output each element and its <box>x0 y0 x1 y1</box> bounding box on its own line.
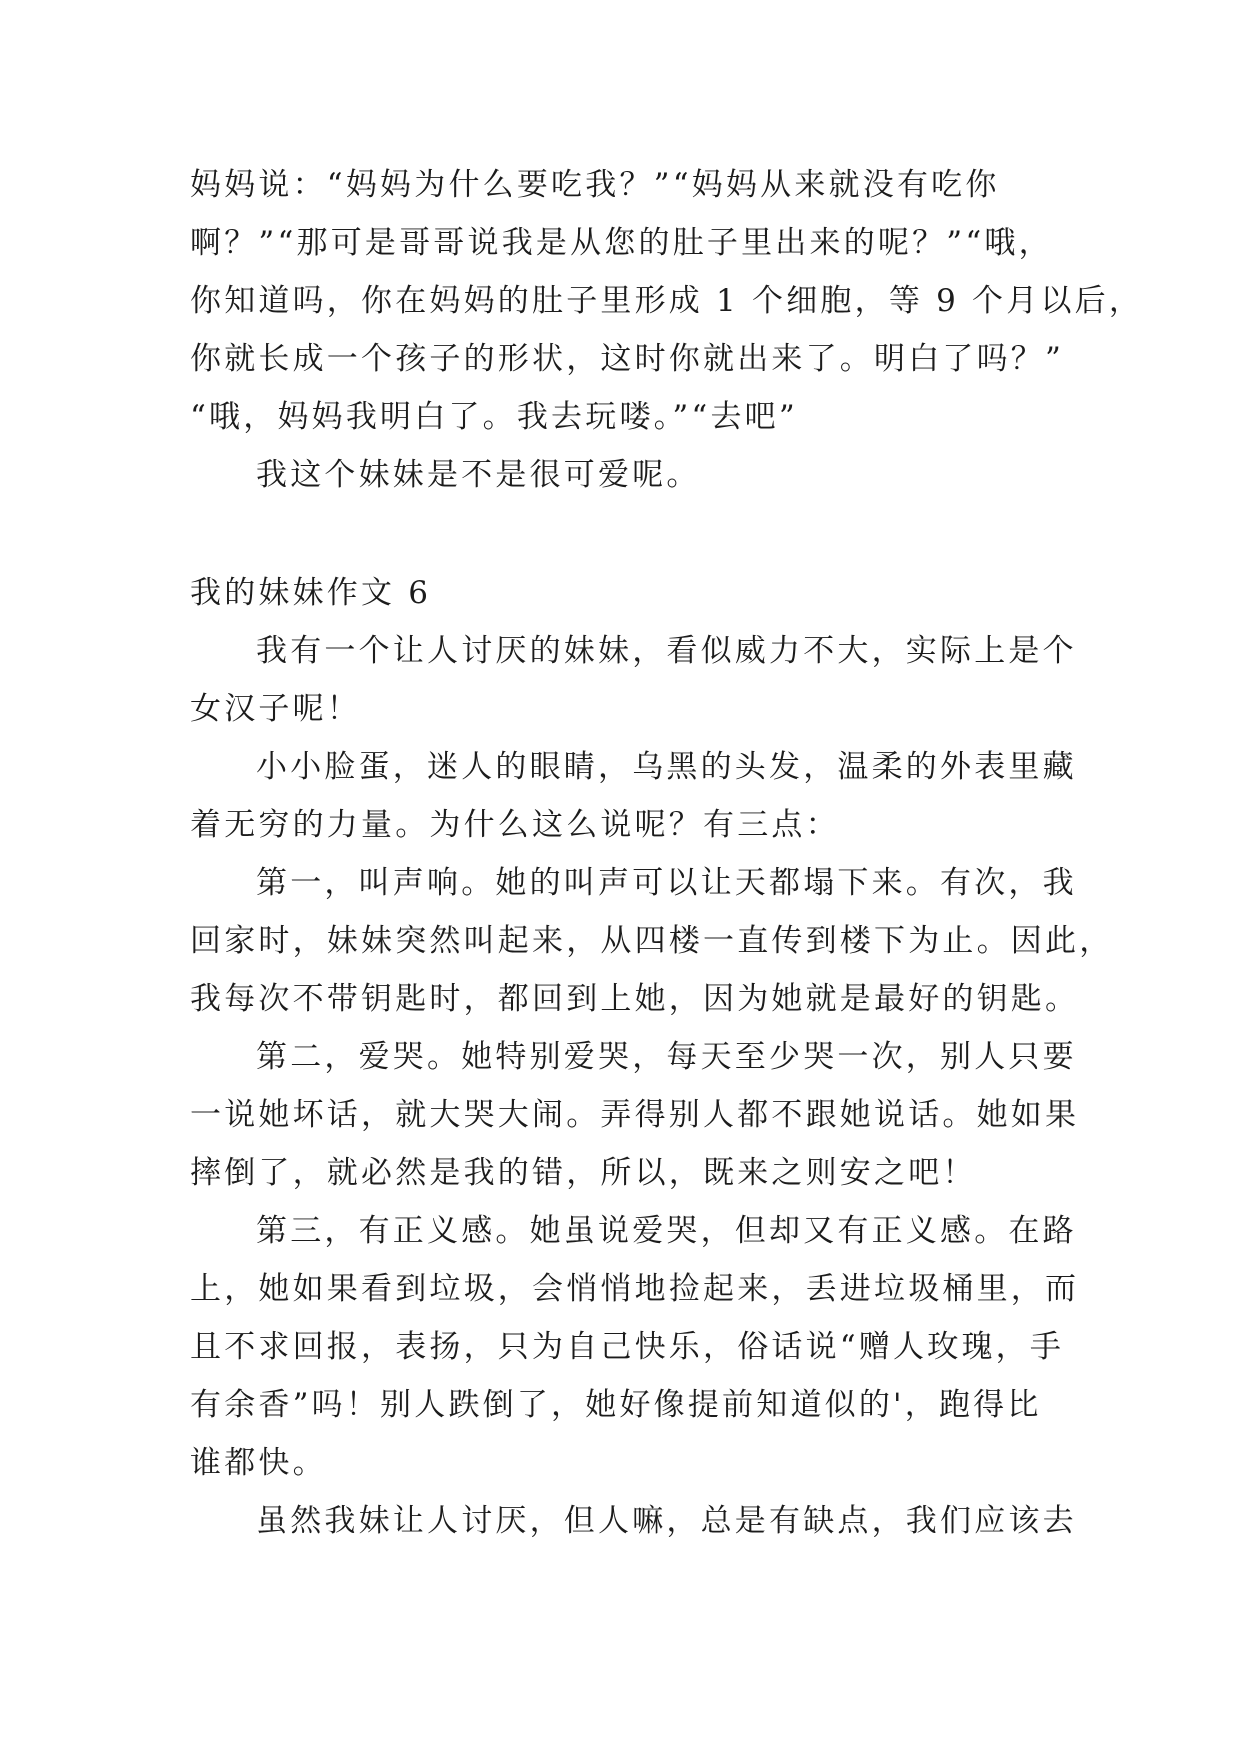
text-line: 谁都快。 <box>190 1445 327 1481</box>
text-line: 你就长成一个孩子的形状，这时你就出来了。明白了吗？” <box>190 341 1065 377</box>
text-line: 我每次不带钥匙时，都回到上她，因为她就是最好的钥匙。 <box>190 981 1080 1017</box>
paragraph-line: 我有一个让人讨厌的妹妹，看似威力不大，实际上是个 <box>256 633 1077 669</box>
paragraph-line: 第一，叫声响。她的叫声可以让天都塌下来。有次，我 <box>256 865 1077 901</box>
text-line: 着无穷的力量。为什么这么说呢？有三点： <box>190 807 840 843</box>
text-line: 女汉子呢！ <box>190 691 361 727</box>
section-heading: 我的妹妹作文 6 <box>190 575 432 611</box>
paragraph-line: 第三，有正义感。她虽说爱哭，但却又有正义感。在路 <box>256 1213 1077 1249</box>
text-line: 啊？”“那可是哥哥说我是从您的肚子里出来的呢？”“哦， <box>190 225 1053 261</box>
text-line: 有余香”吗！别人跌倒了，她好像提前知道似的'，跑得比 <box>190 1387 1042 1423</box>
text-line: 且不求回报，表扬，只为自己快乐，俗话说“赠人玫瑰，手 <box>190 1329 1065 1365</box>
paragraph-line: 虽然我妹让人讨厌，但人嘛，总是有缺点，我们应该去 <box>256 1503 1077 1539</box>
text-line: 上，她如果看到垃圾，会悄悄地捡起来，丢进垃圾桶里，而 <box>190 1271 1080 1307</box>
text-line: 回家时，妹妹突然叫起来，从四楼一直传到楼下为止。因此， <box>190 923 1114 959</box>
paragraph-line: 第二，爱哭。她特别爱哭，每天至少哭一次，别人只要 <box>256 1039 1077 1075</box>
paragraph-line: 我这个妹妹是不是很可爱呢。 <box>256 457 701 493</box>
paragraph-line: 小小脸蛋，迷人的眼睛，乌黑的头发，温柔的外表里藏 <box>256 749 1077 785</box>
text-line: 妈妈说：“妈妈为什么要吃我？”“妈妈从来就没有吃你 <box>190 167 1000 203</box>
text-line: “哦，妈妈我明白了。我去玩喽。”“去吧” <box>190 399 798 435</box>
text-line: 一说她坏话，就大哭大闹。弄得别人都不跟她说话。她如果 <box>190 1097 1080 1133</box>
text-line: 摔倒了，就必然是我的错，所以，既来之则安之吧！ <box>190 1155 977 1191</box>
text-line: 你知道吗，你在妈妈的肚子里形成 1 个细胞，等 9 个月以后， <box>190 283 1144 319</box>
